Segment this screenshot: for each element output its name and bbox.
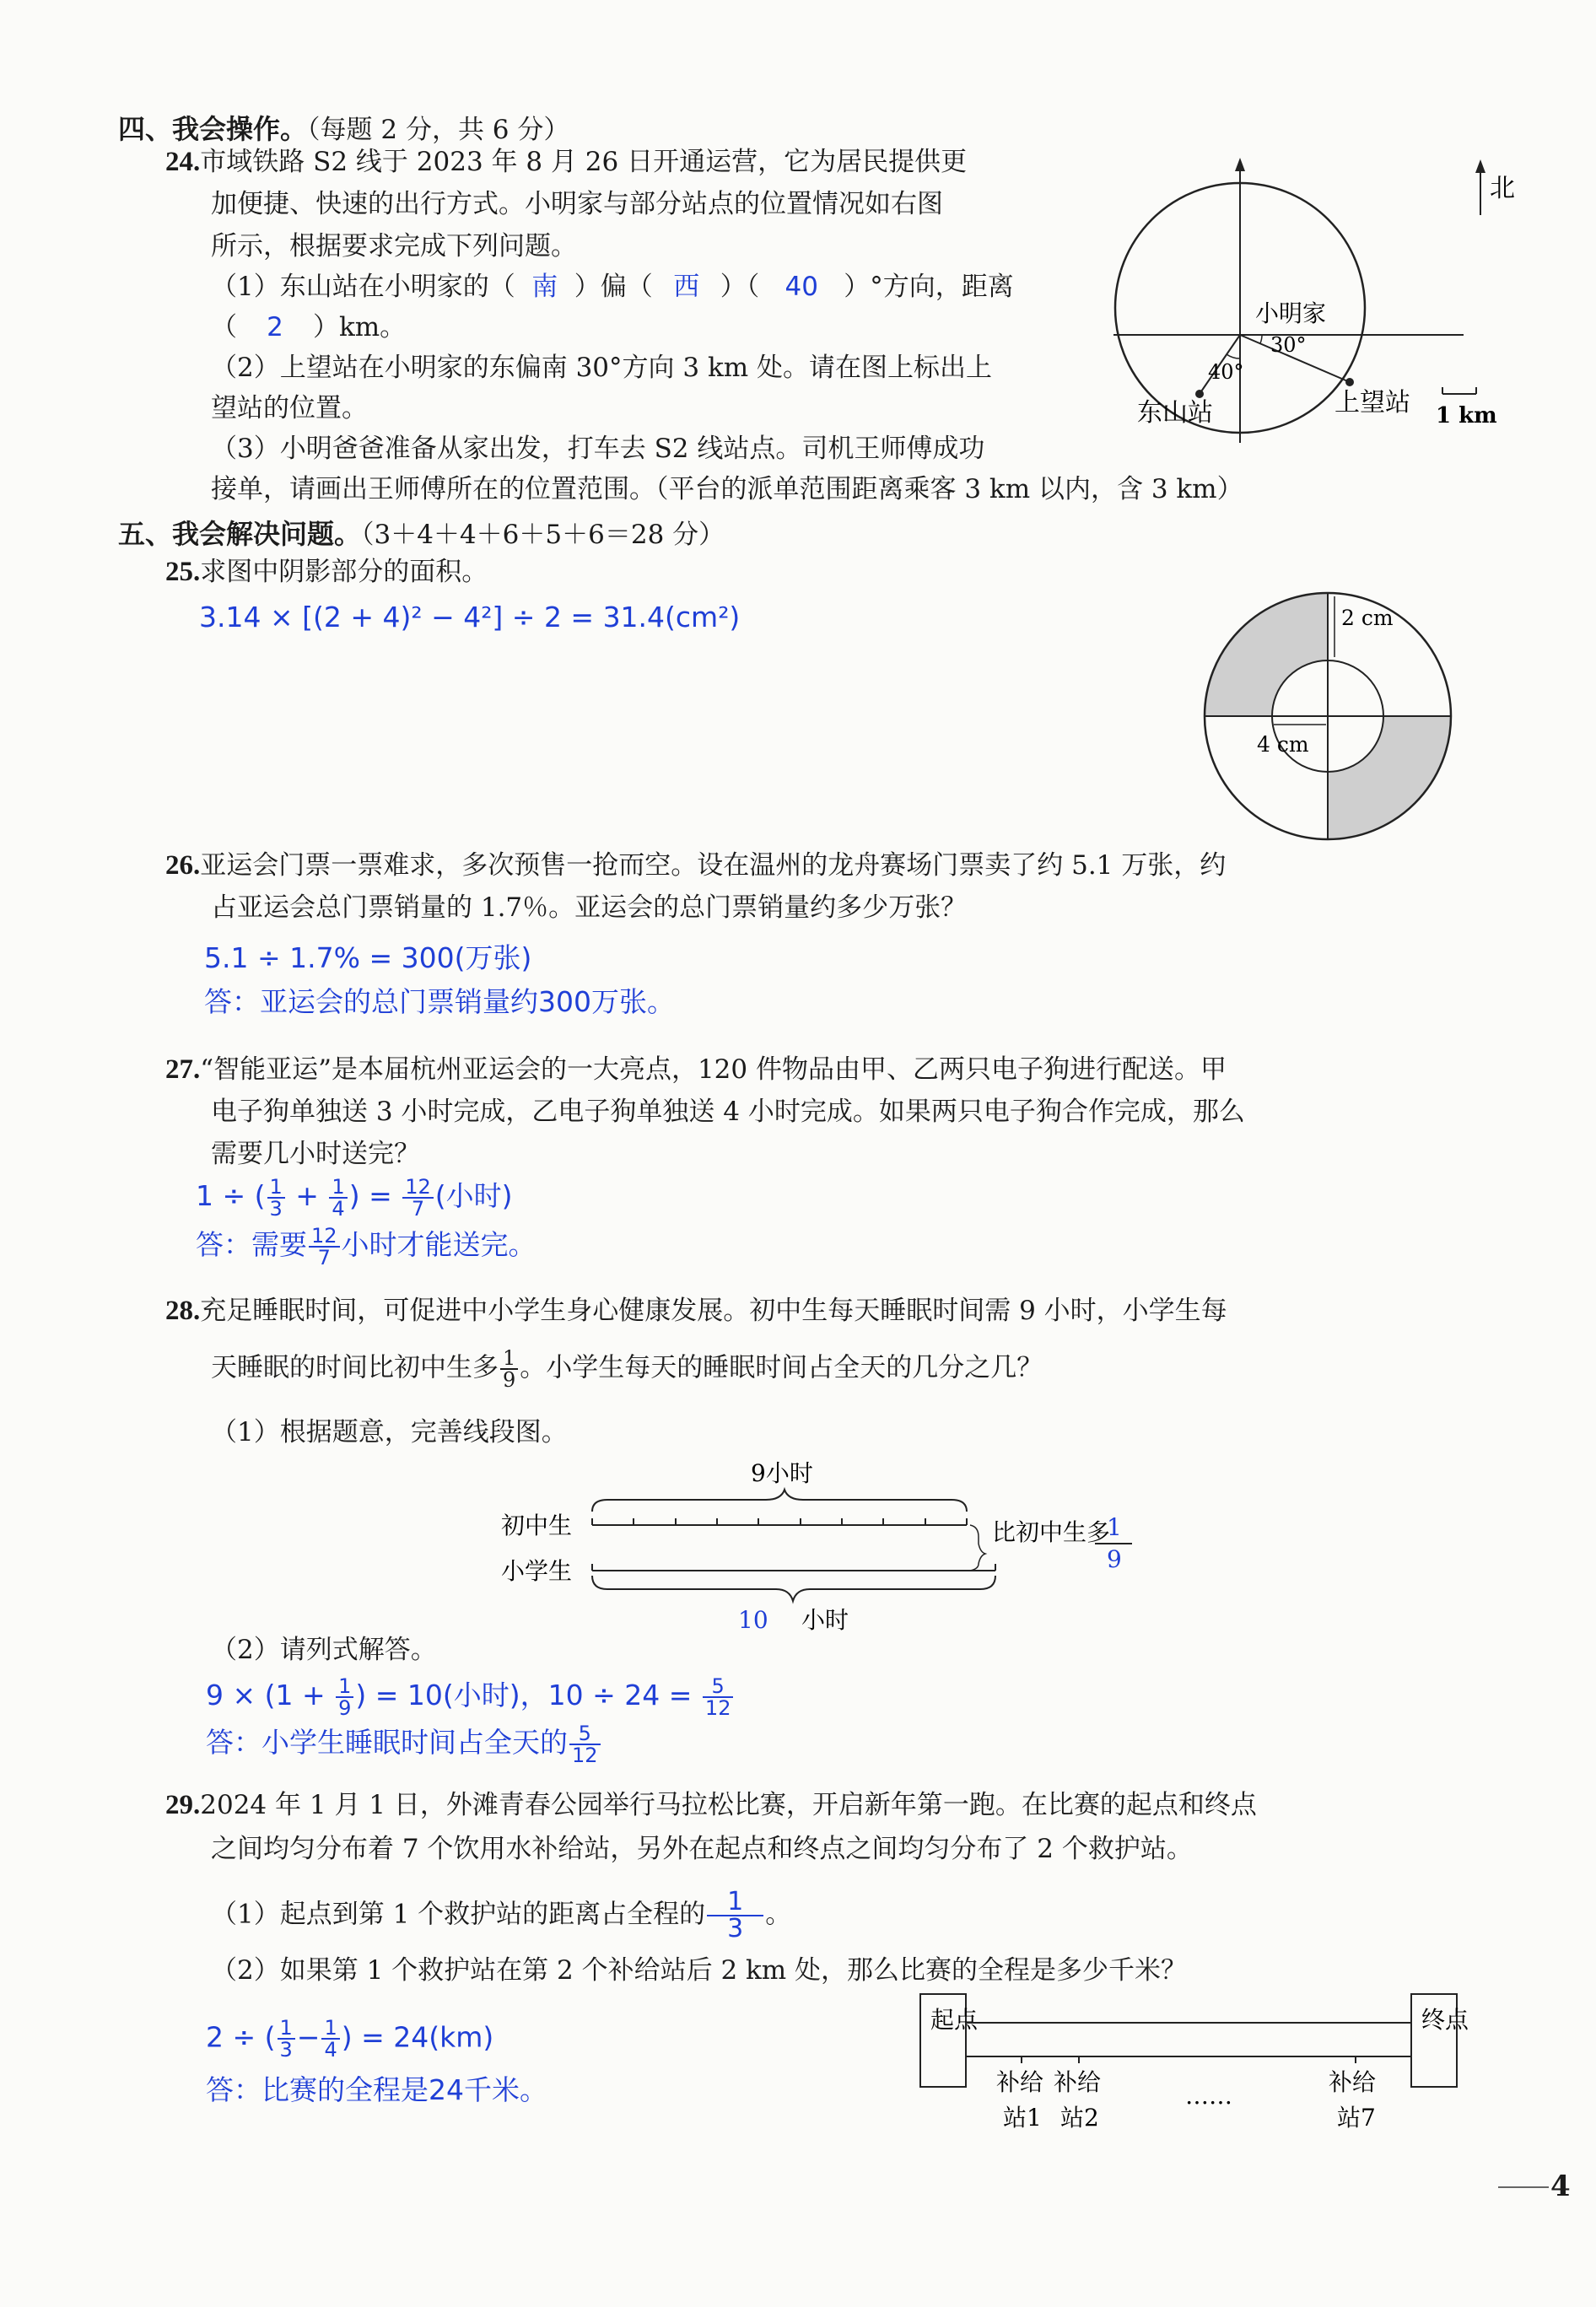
q24-answer-angle: 40 xyxy=(785,272,818,302)
q29-part-1-answer-fraction: $\frac{1}{3}$ xyxy=(707,1889,763,1942)
q24-scale-label: 1 km xyxy=(1436,403,1497,429)
q29-ellipsis: …… xyxy=(1185,2082,1232,2110)
q24-part-3-line-1: （3）小明爸爸准备从家出发，打车去 S2 线站点。司机王师傅成功 xyxy=(211,434,985,464)
q28-part-1: （1）根据题意，完善线段图。 xyxy=(211,1417,568,1447)
q24-part-3-line-2: 接单，请画出王师傅所在的位置范围。（平台的派单范围距离乘客 3 km 以内，含 3 km） xyxy=(211,474,1243,504)
page-number: 4 xyxy=(1550,2170,1571,2203)
q28-part-2: （2）请列式解答。 xyxy=(211,1635,437,1665)
q28-bottom-label: 小时 xyxy=(801,1606,849,1634)
q24-part-1: （1）东山站在小明家的（ 南 ）偏（ 西 ）（ 40 ）°方向，距离 xyxy=(211,272,1014,302)
q25-ring-figure xyxy=(1198,586,1468,839)
q24-north-arrowhead xyxy=(1475,159,1485,173)
q24-part-1-distance: （ 2 ）km。 xyxy=(211,312,407,342)
q24-line-2: 加便捷、快速的出行方式。小明家与部分站点的位置情况如右图 xyxy=(211,189,943,219)
q24-angle-40-label: 40° xyxy=(1208,360,1244,384)
q27-answer: 1 ÷ ( $\frac{1}{3}$ + $\frac{1}{4}$ ) = $\frac{12}{7}$ (小时) xyxy=(196,1174,513,1221)
q24-line-1: 24.市域铁路 S2 线于 2023 年 8 月 26 日开通运营，它为居民提供更 xyxy=(165,147,968,177)
q24-part-2-line-2: 望站的位置。 xyxy=(211,393,368,423)
q29-part-1: （1）起点到第 1 个救护站的距离占全程的 $\frac{1}{3}$ 。 xyxy=(211,1887,792,1943)
q27-fraction-1-3: $\frac{1}{3}$ xyxy=(267,1177,285,1219)
q24-shangwang-dot xyxy=(1345,378,1354,386)
q28-fraction-1-9: $\frac{1}{9}$ xyxy=(500,1348,518,1390)
section-5-heading: 五、我会解决问题。（3＋4＋4＋6＋5＋6＝28 分） xyxy=(118,518,725,550)
q27-line-3: 需要几小时送完？ xyxy=(211,1139,420,1169)
q26-answer: 5.1 ÷ 1.7% = 300(万张) xyxy=(204,941,532,974)
q24-answer-distance: 2 xyxy=(267,312,283,342)
q24-answer-direction-2: 西 xyxy=(673,272,700,302)
q26-line-2: 占亚运会总门票销量的 1.7％。亚运会的总门票销量约多少万张？ xyxy=(211,892,968,923)
q28-answer: 9 × (1 + $\frac{1}{9}$ ) = 10(小时)，10 ÷ 24 = $\frac{5}{12}$ xyxy=(206,1674,735,1718)
q24-shangwang-label: 上望站 xyxy=(1334,388,1410,418)
q29-part-2: （2）如果第 1 个救护站在第 2 个补给站后 2 km 处，那么比赛的全程是多少千米？ xyxy=(211,1955,1188,1986)
q27-fraction-12-7: $\frac{12}{7}$ xyxy=(402,1177,434,1219)
q27-line-1: 27.“智能亚运”是本届杭州亚运会的一大亮点，120 件物品由甲、乙两只电子狗进行配送。甲 xyxy=(165,1054,1227,1085)
q28-top-brace xyxy=(592,1490,967,1512)
q28-reply-fraction: $\frac{5}{12}$ xyxy=(569,1723,601,1765)
q27-line-2: 电子狗单独送 3 小时完成，乙电子狗单独送 4 小时完成。如果两只电子狗合作完成，那么 xyxy=(211,1097,1245,1127)
q28-blank-numerator: 1 xyxy=(1107,1513,1122,1541)
q28-more-label: 比初中生多 xyxy=(992,1518,1111,1546)
q29-fraction-1-3: $\frac{1}{3}$ xyxy=(278,2018,295,2060)
section-4-heading: 四、我会操作。（每题 2 分，共 6 分） xyxy=(118,113,570,145)
page-number-rule xyxy=(1498,2186,1549,2188)
q26-reply: 答：亚运会的总门票销量约300万张。 xyxy=(204,985,675,1018)
q29-answer: 2 ÷ ( $\frac{1}{3}$ − $\frac{1}{4}$ ) = 24(km) xyxy=(206,2016,494,2062)
q28-bottom-brace xyxy=(592,1576,995,1601)
q25-shaded-top-left xyxy=(1205,593,1328,716)
q24-north-label: 北 xyxy=(1490,174,1515,203)
q29-station-2-bottom: 站2 xyxy=(1060,2104,1099,2132)
q28-extra-brace xyxy=(970,1525,985,1571)
q29-station-1-top: 补给 xyxy=(996,2068,1044,2096)
q27-fraction-1-4: $\frac{1}{4}$ xyxy=(329,1177,347,1219)
q24-answer-direction-1: 南 xyxy=(531,272,558,302)
q29-start-label-1: 起点 xyxy=(930,2006,979,2034)
q24-angle-arc-30 xyxy=(1260,335,1262,343)
q29-line-2: 之间均匀分布着 7 个饮用水补给站，另外在起点和终点之间均匀分布了 2 个救护站。 xyxy=(211,1834,1193,1864)
q28-row-1-label: 初中生 xyxy=(501,1512,573,1539)
q28-answer-fraction-1-9: $\frac{1}{9}$ xyxy=(336,1676,353,1718)
q28-reply: 答：小学生睡眠时间占全天的 $\frac{5}{12}$ xyxy=(206,1721,602,1765)
q28-answer-fraction-5-12: $\frac{5}{12}$ xyxy=(703,1676,734,1718)
q27-reply-fraction: $\frac{12}{7}$ xyxy=(309,1226,340,1268)
q24-angle-30-label: 30° xyxy=(1270,333,1307,357)
q24-line-3: 所示，根据要求完成下列问题。 xyxy=(211,231,577,261)
q25-answer: 3.14 × [(2 + 4)² − 4²] ÷ 2 = 31.4(cm²) xyxy=(199,601,741,633)
q28-line-2: 天睡眠的时间比初中生多 $\frac{1}{9}$ 。小学生每天的睡眠时间占全天的几分之几？ xyxy=(211,1346,1043,1392)
q28-segment-diagram xyxy=(498,1453,1173,1638)
q25-label-4cm: 4 cm xyxy=(1257,732,1309,757)
q29-station-7-top: 补给 xyxy=(1329,2068,1377,2096)
q29-station-2-top: 补给 xyxy=(1054,2068,1102,2096)
q27-reply: 答：需要 $\frac{12}{7}$ 小时才能送完。 xyxy=(196,1223,536,1269)
q28-line-1: 28.充足睡眠时间，可促进中小学生身心健康发展。初中生每天睡眠时间需 9 小时，小学生每 xyxy=(165,1296,1227,1326)
q29-station-1-bottom: 站1 xyxy=(1003,2104,1042,2132)
q24-angle-arc-40 xyxy=(1227,354,1240,358)
q28-row-2-label: 小学生 xyxy=(501,1557,573,1585)
q24-east-station-dot xyxy=(1195,390,1204,398)
q24-part-2-line-1: （2）上望站在小明家的东偏南 30°方向 3 km 处。请在图上标出上 xyxy=(211,353,992,383)
q25-shaded-bottom-right xyxy=(1328,716,1451,839)
q29-route-diagram xyxy=(915,1989,1472,2158)
q25-label-2cm: 2 cm xyxy=(1341,606,1394,630)
q29-line-1: 29.2024 年 1 月 1 日，外滩青春公园举行马拉松比赛，开启新年第一跑。在比赛的起点和终点 xyxy=(165,1790,1257,1820)
q24-axis-arrow xyxy=(1235,158,1245,171)
q25-question: 25.求图中阴影部分的面积。 xyxy=(165,557,488,587)
q28-bottom-answer: 10 xyxy=(738,1606,768,1634)
q29-fraction-1-4: $\frac{1}{4}$ xyxy=(321,2018,339,2060)
q26-line-1: 26.亚运会门票一票难求，多次预售一抢而空。设在温州的龙舟赛场门票卖了约 5.1 万张，约 xyxy=(165,850,1227,881)
q29-station-7-bottom: 站7 xyxy=(1337,2104,1376,2132)
q24-map-figure xyxy=(1105,156,1515,460)
q24-home-label: 小明家 xyxy=(1255,299,1327,327)
q28-top-label: 9小时 xyxy=(751,1459,813,1487)
q29-end-label: 终点 xyxy=(1421,2006,1469,2034)
q24-east-station-label: 东山站 xyxy=(1137,398,1213,428)
q29-reply: 答：比赛的全程是24千米。 xyxy=(206,2073,547,2106)
q28-blank-denominator: 9 xyxy=(1107,1545,1122,1573)
